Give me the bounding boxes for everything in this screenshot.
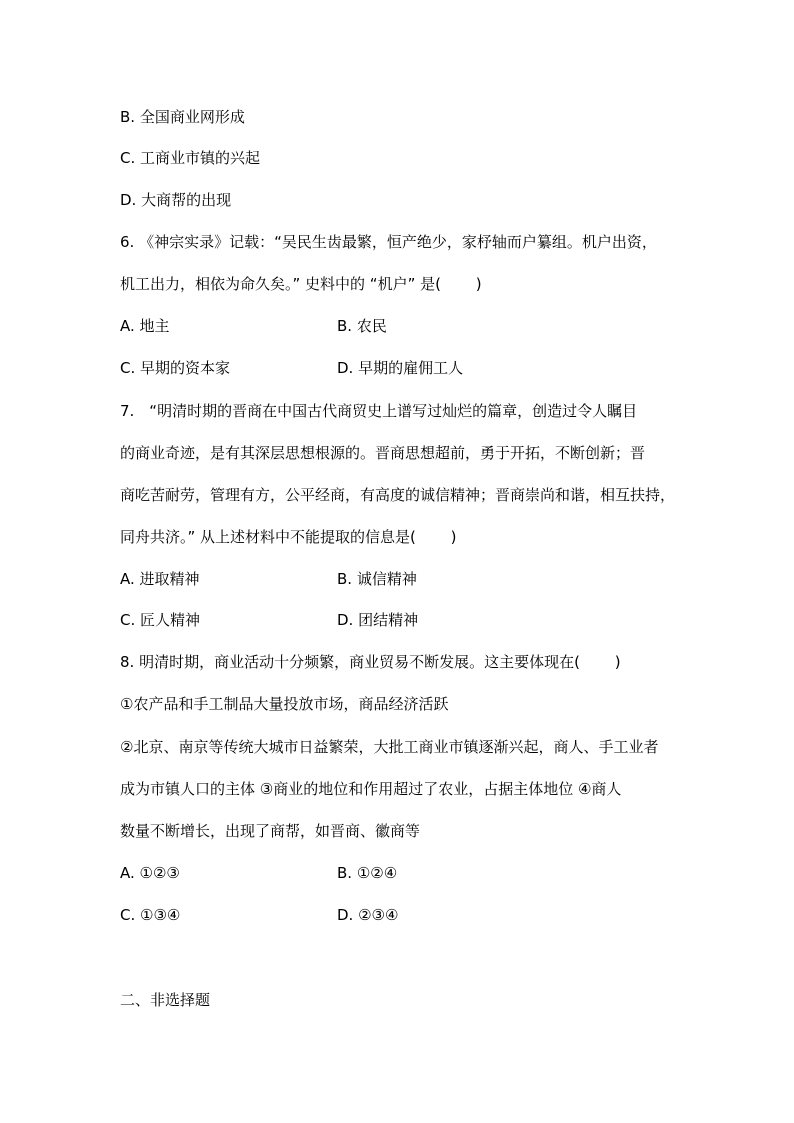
q7-stem-line-2: 的商业奇迹，是有其深层思想根源的。晋商思想超前，勇于开拓，不断创新；晋 [120, 444, 646, 462]
q7-stem-line-3: 商吃苦耐劳，管理有方，公平经商，有高度的诚信精神；晋商崇尚和谐，相互扶持， [120, 486, 676, 504]
q6-option-d: D. 早期的雇佣工人 [337, 359, 464, 377]
q8-item-2-line-1: ②北京、南京等传统大城市日益繁荣，大批工商业市镇逐渐兴起，商人、手工业者 [120, 738, 659, 756]
q7-stem-line-4: 同舟共济。” 从上述材料中不能提取的信息是( ) [120, 528, 457, 546]
q6-stem-line-1: 6. 《神宗实录》记载：“吴民生齿最繁，恒产绝少，家杼轴而户纂组。机户出资， [120, 233, 657, 251]
q8-option-a: A. ①②③ [120, 864, 180, 882]
q6-option-b: B. 农民 [337, 317, 387, 335]
q5-option-d: D. 大商帮的出现 [120, 191, 232, 209]
q8-option-c: C. ①③④ [120, 906, 181, 924]
q5-option-b: B. 全国商业网形成 [120, 108, 245, 126]
q8-option-b: B. ①②④ [337, 864, 398, 882]
q8-stem-line-1: 8. 明清时期，商业活动十分频繁，商业贸易不断发展。这主要体现在( ) [120, 653, 621, 671]
q8-option-d: D. ②③④ [337, 906, 399, 924]
q7-option-c: C. 匠人精神 [120, 611, 201, 629]
q6-option-a: A. 地主 [120, 317, 170, 335]
q7-option-b: B. 诚信精神 [337, 570, 417, 588]
q7-stem-line-1: 7. “明清时期的晋商在中国古代商贸史上谱写过灿烂的篇章，创造过令人瞩目 [120, 402, 638, 420]
q7-option-a: A. 进取精神 [120, 570, 200, 588]
q6-option-c: C. 早期的资本家 [120, 359, 231, 377]
q8-item-2-line-2: 成为市镇人口的主体 ③商业的地位和作用超过了农业，占据主体地位 ④商人 [120, 780, 622, 798]
q6-stem-line-2: 机工出力，相依为命久矣。” 史料中的 “机户” 是( ) [120, 275, 482, 293]
q8-item-1: ①农产品和手工制品大量投放市场，商品经济活跃 [120, 695, 449, 713]
q5-option-c: C. 工商业市镇的兴起 [120, 149, 261, 167]
q7-option-d: D. 团结精神 [337, 611, 419, 629]
q8-item-2-line-3: 数量不断增长，出现了商帮，如晋商、徽商等 [120, 822, 421, 840]
section-title: 二、非选择题 [120, 991, 211, 1009]
